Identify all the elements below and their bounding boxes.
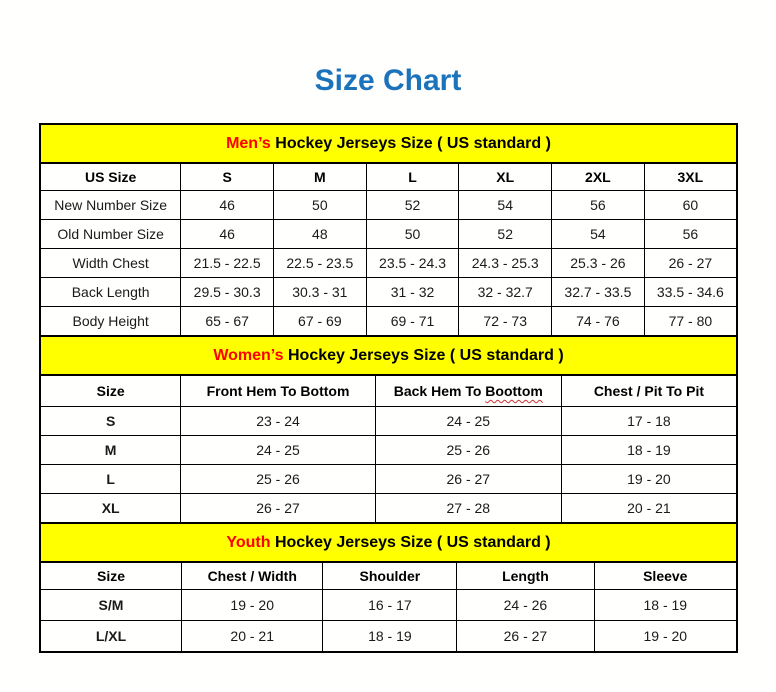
cell-value: 19 - 20 (561, 465, 737, 494)
section-band-title: Women’s Hockey Jerseys Size ( US standard ) (40, 336, 737, 375)
row-label: Width Chest (40, 249, 181, 278)
cell-value: 27 - 28 (375, 494, 561, 524)
youth-size-table (39, 522, 738, 653)
table-row (40, 278, 737, 307)
cell-value: 18 - 19 (323, 621, 457, 653)
column-header: S (181, 163, 274, 191)
women-section-band (40, 336, 737, 375)
row-label: Body Height (40, 307, 181, 337)
section-band-title: Men’s Hockey Jerseys Size ( US standard ) (40, 124, 737, 163)
cell-value: 19 - 20 (181, 590, 322, 621)
column-header: M (273, 163, 366, 191)
youth-section-band (40, 523, 737, 562)
cell-value: 46 (181, 191, 274, 220)
women-header-row (40, 375, 737, 407)
column-header: Shoulder (323, 562, 457, 590)
cell-value: 26 - 27 (181, 494, 375, 524)
cell-value: 60 (644, 191, 737, 220)
table-row (40, 220, 737, 249)
table-row (40, 621, 737, 653)
cell-value: 54 (552, 220, 645, 249)
cell-value: 17 - 18 (561, 407, 737, 436)
column-header: US Size (40, 163, 181, 191)
cell-value: 26 - 27 (375, 465, 561, 494)
men-header-row (40, 163, 737, 191)
column-header: Chest / Width (181, 562, 322, 590)
cell-value: 67 - 69 (273, 307, 366, 337)
cell-value: 26 - 27 (644, 249, 737, 278)
cell-value: 29.5 - 30.3 (181, 278, 274, 307)
cell-value: 21.5 - 22.5 (181, 249, 274, 278)
cell-value: 32 - 32.7 (459, 278, 552, 307)
cell-value: 18 - 19 (594, 590, 737, 621)
row-label: S/M (40, 590, 181, 621)
column-header: Front Hem To Bottom (181, 375, 375, 407)
cell-value: 24 - 26 (457, 590, 594, 621)
cell-value: 48 (273, 220, 366, 249)
section-band-title: Youth Hockey Jerseys Size ( US standard ) (40, 523, 737, 562)
cell-value: 72 - 73 (459, 307, 552, 337)
table-row (40, 191, 737, 220)
cell-value: 22.5 - 23.5 (273, 249, 366, 278)
cell-value: 20 - 21 (181, 621, 322, 653)
cell-value: 56 (552, 191, 645, 220)
table-row (40, 407, 737, 436)
row-label: L (40, 465, 181, 494)
cell-value: 69 - 71 (366, 307, 459, 337)
cell-value: 50 (273, 191, 366, 220)
size-chart-tables (39, 123, 738, 653)
cell-value: 46 (181, 220, 274, 249)
cell-value: 74 - 76 (552, 307, 645, 337)
cell-value: 23 - 24 (181, 407, 375, 436)
table-row (40, 494, 737, 524)
cell-value: 54 (459, 191, 552, 220)
row-label: XL (40, 494, 181, 524)
table-row (40, 249, 737, 278)
cell-value: 31 - 32 (366, 278, 459, 307)
cell-value: 16 - 17 (323, 590, 457, 621)
table-row (40, 590, 737, 621)
cell-value: 50 (366, 220, 459, 249)
cell-value: 65 - 67 (181, 307, 274, 337)
cell-value: 19 - 20 (594, 621, 737, 653)
cell-value: 33.5 - 34.6 (644, 278, 737, 307)
column-header: Back Hem To Boottom (375, 375, 561, 407)
column-header: 3XL (644, 163, 737, 191)
cell-value: 30.3 - 31 (273, 278, 366, 307)
column-header: 2XL (552, 163, 645, 191)
cell-value: 52 (459, 220, 552, 249)
column-header: Size (40, 375, 181, 407)
table-row (40, 465, 737, 494)
row-label: L/XL (40, 621, 181, 653)
cell-value: 24.3 - 25.3 (459, 249, 552, 278)
cell-value: 25.3 - 26 (552, 249, 645, 278)
row-label: Old Number Size (40, 220, 181, 249)
band-highlight-word: Women’s (213, 346, 284, 364)
row-label: S (40, 407, 181, 436)
men-section-band (40, 124, 737, 163)
misspelled-word: Boottom (485, 383, 543, 399)
column-header: Length (457, 562, 594, 590)
column-header: Chest / Pit To Pit (561, 375, 737, 407)
women-size-table (39, 335, 738, 524)
cell-value: 25 - 26 (181, 465, 375, 494)
cell-value: 24 - 25 (181, 436, 375, 465)
cell-value: 25 - 26 (375, 436, 561, 465)
band-highlight-word: Youth (226, 533, 271, 551)
column-header: Size (40, 562, 181, 590)
cell-value: 20 - 21 (561, 494, 737, 524)
row-label: M (40, 436, 181, 465)
cell-value: 26 - 27 (457, 621, 594, 653)
table-row (40, 307, 737, 337)
cell-value: 23.5 - 24.3 (366, 249, 459, 278)
cell-value: 77 - 80 (644, 307, 737, 337)
cell-value: 24 - 25 (375, 407, 561, 436)
cell-value: 18 - 19 (561, 436, 737, 465)
cell-value: 52 (366, 191, 459, 220)
column-header: Sleeve (594, 562, 737, 590)
cell-value: 56 (644, 220, 737, 249)
row-label: New Number Size (40, 191, 181, 220)
row-label: Back Length (40, 278, 181, 307)
column-header: XL (459, 163, 552, 191)
men-size-table (39, 123, 738, 337)
youth-header-row (40, 562, 737, 590)
column-header: L (366, 163, 459, 191)
page-title: Size Chart (314, 64, 462, 97)
cell-value: 32.7 - 33.5 (552, 278, 645, 307)
band-highlight-word: Men’s (226, 134, 271, 152)
table-row (40, 436, 737, 465)
